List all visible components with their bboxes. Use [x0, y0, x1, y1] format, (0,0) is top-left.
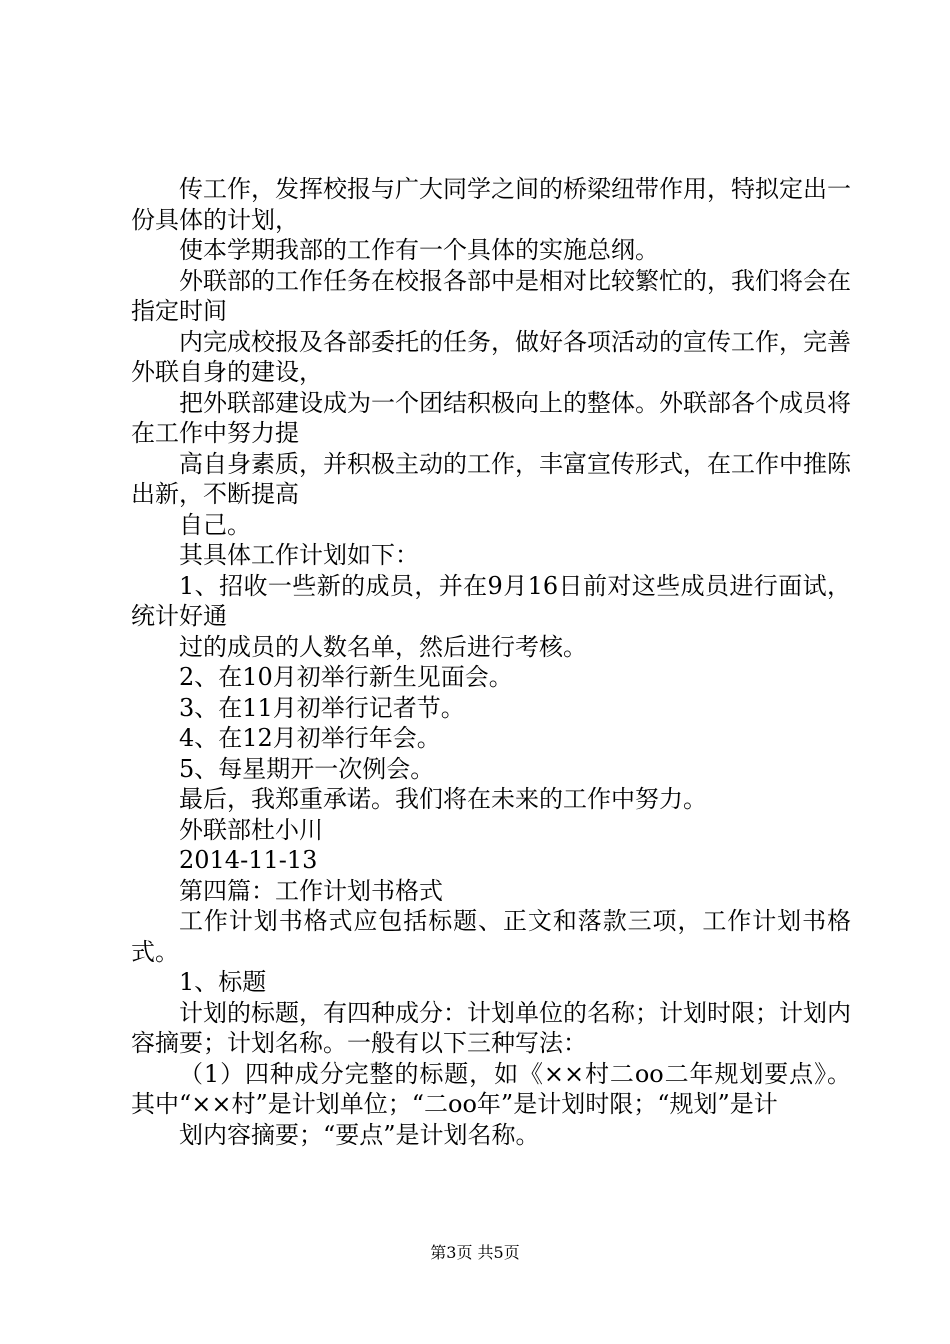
list-item: 3、在11月初举行记者节。: [179, 693, 465, 722]
paragraph: 计划的标题，有四种成分：计划单位的名称；计划时限；计划内容摘要；计划名称。一般有以下三种写法：: [131, 998, 851, 1057]
subheading: 1、标题: [179, 968, 267, 996]
list-item: 5、每星期开一次例会。: [179, 754, 435, 783]
paragraph: 自己。: [179, 510, 251, 539]
paragraph: 把外联部建设成为一个团结积极向上的整体。外联部各个成员将在工作中努力提: [131, 388, 851, 447]
list-item: 2、在10月初举行新生见面会。: [179, 663, 513, 691]
paragraph: （1）四种成分完整的标题，如《××村二oo二年规划要点》。其中“××村”是计划单位；“二oo年”是计划时限；“规划”是计: [131, 1059, 851, 1118]
document-body: [131, 174, 851, 1150]
paragraph: 外联部的工作任务在校报各部中是相对比较繁忙的，我们将会在指定时间: [131, 266, 851, 325]
paragraph: 工作计划书格式应包括标题、正文和落款三项，工作计划书格式。: [131, 907, 851, 966]
section-heading: 第四篇：工作计划书格式: [179, 876, 443, 905]
paragraph: 传工作，发挥校报与广大同学之间的桥梁纽带作用，特拟定出一份具体的计划，: [131, 175, 851, 234]
paragraph: 内完成校报及各部委托的任务，做好各项活动的宣传工作，完善外联自身的建设，: [131, 327, 851, 386]
paragraph: 使本学期我部的工作有一个具体的实施总纲。: [179, 236, 659, 264]
paragraph: 高自身素质，并积极主动的工作，丰富宣传形式，在工作中推陈出新，不断提高: [131, 449, 851, 508]
paragraph: 过的成员的人数名单，然后进行考核。: [179, 632, 587, 661]
paragraph: 划内容摘要；“要点”是计划名称。: [179, 1120, 540, 1149]
list-item: 1、招收一些新的成员，并在9月16日前对这些成员进行面试，统计好通: [131, 571, 851, 630]
signature: 外联部杜小川: [179, 815, 323, 844]
list-item: 4、在12月初举行年会。: [179, 724, 441, 752]
date: 2014-11-13: [179, 846, 318, 874]
paragraph: 其具体工作计划如下：: [179, 541, 419, 569]
paragraph: 最后，我郑重承诺。我们将在未来的工作中努力。: [179, 785, 707, 813]
page-footer: 第3页 共5页: [430, 1243, 520, 1262]
